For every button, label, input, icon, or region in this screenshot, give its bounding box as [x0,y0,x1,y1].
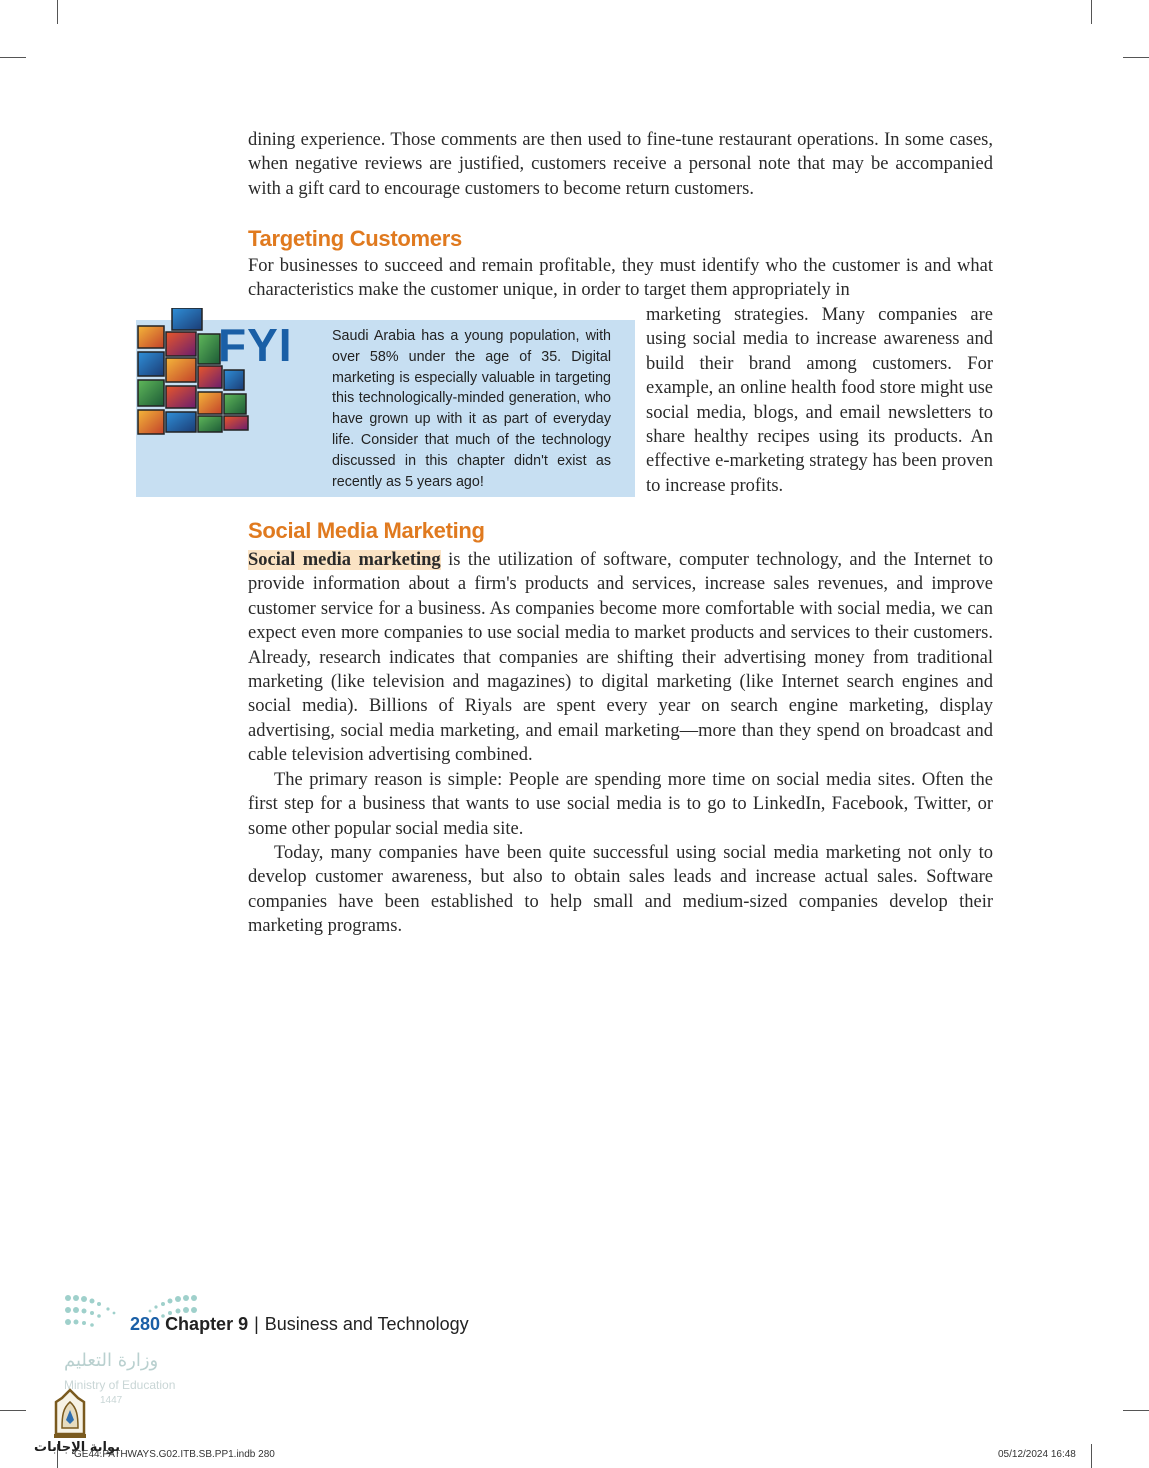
chapter-title: Business and Technology [264,1314,469,1334]
lantern-logo-icon [48,1388,92,1440]
section-heading-social-media-marketing: Social Media Marketing [248,518,485,543]
ministry-year: 1447 [100,1395,123,1406]
social-media-paragraph-2: The primary reason is simple: People are spending more time on social media sites. Often the first step for a business that wants to use social media is to go to LinkedIn, Facebook, Twitter, or some other popular social media site. [248,770,993,839]
crop-mark [1123,1410,1149,1411]
page-footer [130,1314,469,1335]
crop-mark [57,0,58,24]
social-media-paragraph-3: Today, many companies have been quite successful using social media marketing not only to develop customer awareness, but also to obtain sales leads and increase actual sales. Software companies have been established to help small and medium-sized companies develop their marketing programs. [248,843,993,937]
chapter-label: Chapter 9 [165,1314,249,1334]
crop-mark [1123,57,1149,58]
crop-mark [0,1410,26,1411]
crop-mark [1091,0,1092,24]
site-watermark: بوابة الإجابات [34,1440,120,1455]
ministry-name-english: Ministry of Education [64,1378,176,1392]
fyi-title: FYI [218,319,293,371]
fyi-text: Saudi Arabia has a young population, with over 58% under the age of 35. Digital marketing is especially valuable in targeting this technologically-minded generation, who have grown up with it as part of everyday life. Consider that much of the technology discussed in this chapter didn't exist as recently as 5 years ago! [332,328,611,490]
footer-separator: | [254,1314,259,1334]
paragraph-1-text: is the utilization of software, computer technology, and the Internet to provide information about a firm's products and services, increase sales revenues, and improve customer service for a business. As companies become more comfortable with social media, we can expect even more companies to use social media to market products and services to their customers. Already, research indicates that companies are shifting their advertising money from traditional marketing (like television and magazines) to digital marketing (like Internet search engines and social media). Billions of Riyals are spent every year on search engine marketing, display advertising, social media marketing, and email marketing—more than they spend on broadcast and cable television advertising combined. [248,550,993,766]
targeting-wrap-paragraph: marketing strategies. Many companies are using social media to increase awareness and build their brand among customers. For example, an online health food store might use social media, blogs, and email newsletters to share healthy recipes using its products. An effective e-marketing strategy has been proven to increase profits. [646,305,993,496]
intro-paragraph: dining experience. Those comments are then used to fine-tune restaurant operations. In some cases, when negative reviews are justified, customers receive a personal note that may be accompanied with a gift card to encourage customers to become return customers. [248,130,993,199]
print-slug-file: GE44.PATHWAYS.G02.ITB.SB.PP1.indb 280 [74,1449,275,1460]
section-heading-targeting-customers: Targeting Customers [248,226,462,251]
page-number: 280 [130,1314,161,1334]
key-term: Social media marketing [248,550,441,570]
print-slug-datetime: 05/12/2024 16:48 [998,1449,1076,1460]
targeting-lead-paragraph: For businesses to succeed and remain profitable, they must identify who the customer is and what characteristics make the customer unique, in order to target them appropriately in [248,256,993,301]
ministry-name-arabic: وزارة التعليم [64,1350,159,1371]
crop-mark [1091,1444,1092,1468]
crop-mark [0,57,26,58]
social-media-paragraph-1 [248,548,993,768]
